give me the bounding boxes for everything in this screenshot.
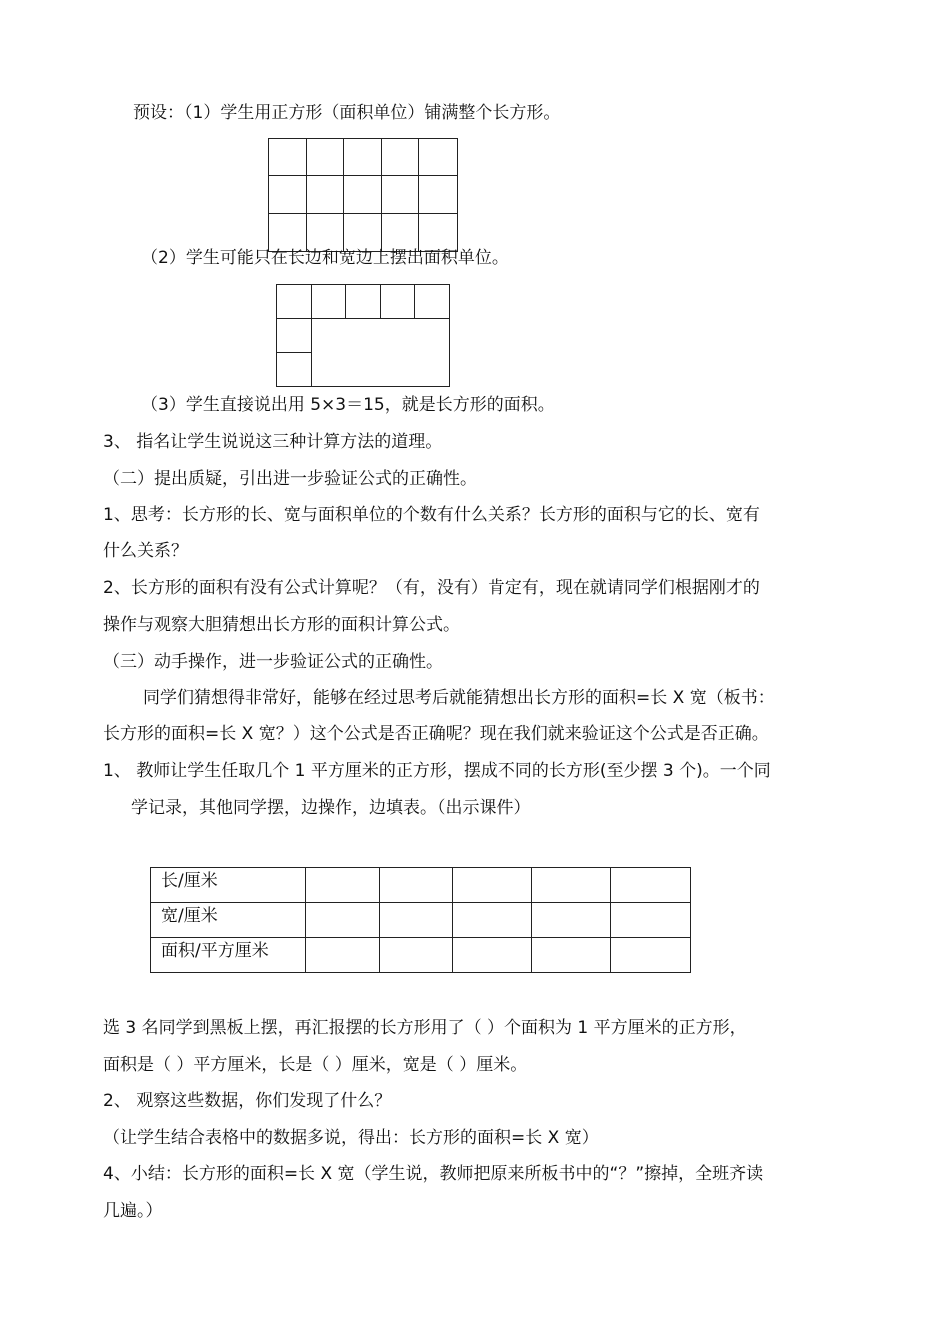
record-table xyxy=(150,867,691,973)
section-2-title: （二）提出质疑，引出进一步验证公式的正确性。 xyxy=(103,469,477,489)
grid-cell xyxy=(419,176,457,213)
grid-cell xyxy=(277,285,312,318)
row-header: 面积/平方厘米 xyxy=(151,938,306,973)
summary-line-1: 4、小结：长方形的面积=长 X 宽（学生说，教师把原来所板书中的“？”擦掉，全班齐读 xyxy=(103,1164,764,1184)
full-tiling-grid xyxy=(268,138,458,252)
table-cell[interactable] xyxy=(380,868,453,903)
operation-line-1: 1、 教师让学生任取几个 1 平方厘米的正方形，摆成不同的长方形(至少摆 3 个)。一个同 xyxy=(103,761,771,781)
grid-cell xyxy=(346,285,381,318)
grid-cell xyxy=(307,139,345,176)
formula-question-line-2: 操作与观察大胆猜想出长方形的面积计算公式。 xyxy=(103,615,460,635)
table-cell[interactable] xyxy=(611,903,691,938)
grid-cell xyxy=(312,285,347,318)
grid-cell xyxy=(277,353,311,387)
edge-tiling-grid xyxy=(276,284,450,387)
row-header: 长/厘米 xyxy=(151,868,306,903)
preset-intro: 预设：（1）学生用正方形（面积单位）铺满整个长方形。 xyxy=(133,103,561,123)
observe-note: （让学生结合表格中的数据多说，得出：长方形的面积=长 X 宽） xyxy=(103,1128,599,1148)
grid-cell xyxy=(307,176,345,213)
grid-cell xyxy=(269,139,307,176)
table-cell[interactable] xyxy=(453,868,532,903)
preset-2: （2）学生可能只在长边和宽边上摆出面积单位。 xyxy=(141,248,509,268)
table-cell[interactable] xyxy=(453,903,532,938)
summary-line-2: 几遍。） xyxy=(103,1201,163,1221)
guess-line-2: 长方形的面积=长 X 宽？）这个公式是否正确呢？现在我们就来验证这个公式是否正确。 xyxy=(103,724,769,744)
think-line-1: 1、思考：长方形的长、宽与面积单位的个数有什么关系？长方形的面积与它的长、宽有 xyxy=(103,505,760,525)
width-squares xyxy=(277,319,312,387)
operation-line-2: 学记录，其他同学摆，边操作，边填表。（出示课件） xyxy=(131,798,531,818)
think-line-2: 什么关系？ xyxy=(103,541,188,561)
grid-cell xyxy=(269,176,307,213)
item-3-reason: 3、 指名让学生说说这三种计算方法的道理。 xyxy=(103,432,443,452)
grid-cell xyxy=(344,139,382,176)
table-cell[interactable] xyxy=(611,868,691,903)
observe-line: 2、 观察这些数据，你们发现了什么？ xyxy=(103,1091,392,1111)
table-cell[interactable] xyxy=(532,938,611,973)
table-cell[interactable] xyxy=(532,903,611,938)
section-3-title: （三）动手操作，进一步验证公式的正确性。 xyxy=(103,652,443,672)
grid-cell xyxy=(277,319,311,353)
report-line-1: 选 3 名同学到黑板上摆，再汇报摆的长方形用了（ ）个面积为 1 平方厘米的正方形， xyxy=(103,1018,747,1038)
grid-cell xyxy=(382,176,420,213)
table-cell[interactable] xyxy=(453,938,532,973)
length-squares xyxy=(277,285,449,319)
grid-cell xyxy=(419,139,457,176)
preset-3: （3）学生直接说出用 5×3＝15，就是长方形的面积。 xyxy=(141,395,555,415)
guess-line-1: 同学们猜想得非常好，能够在经过思考后就能猜想出长方形的面积=长 X 宽（板书： xyxy=(143,688,775,708)
grid-cell xyxy=(415,285,449,318)
table-cell[interactable] xyxy=(306,868,380,903)
grid-cell xyxy=(382,139,420,176)
table-cell[interactable] xyxy=(306,938,380,973)
table-cell[interactable] xyxy=(306,903,380,938)
report-line-2: 面积是（ ）平方厘米，长是（ ）厘米，宽是（ ）厘米。 xyxy=(103,1055,528,1075)
formula-question-line-1: 2、长方形的面积有没有公式计算呢？（有，没有）肯定有，现在就请同学们根据刚才的 xyxy=(103,578,760,598)
row-header: 宽/厘米 xyxy=(151,903,306,938)
table-row xyxy=(151,903,691,938)
table-row xyxy=(151,868,691,903)
table-cell[interactable] xyxy=(380,938,453,973)
grid-cell xyxy=(344,176,382,213)
table-cell[interactable] xyxy=(611,938,691,973)
grid-cell xyxy=(381,285,416,318)
table-cell[interactable] xyxy=(380,903,453,938)
table-cell[interactable] xyxy=(532,868,611,903)
table-row xyxy=(151,938,691,973)
